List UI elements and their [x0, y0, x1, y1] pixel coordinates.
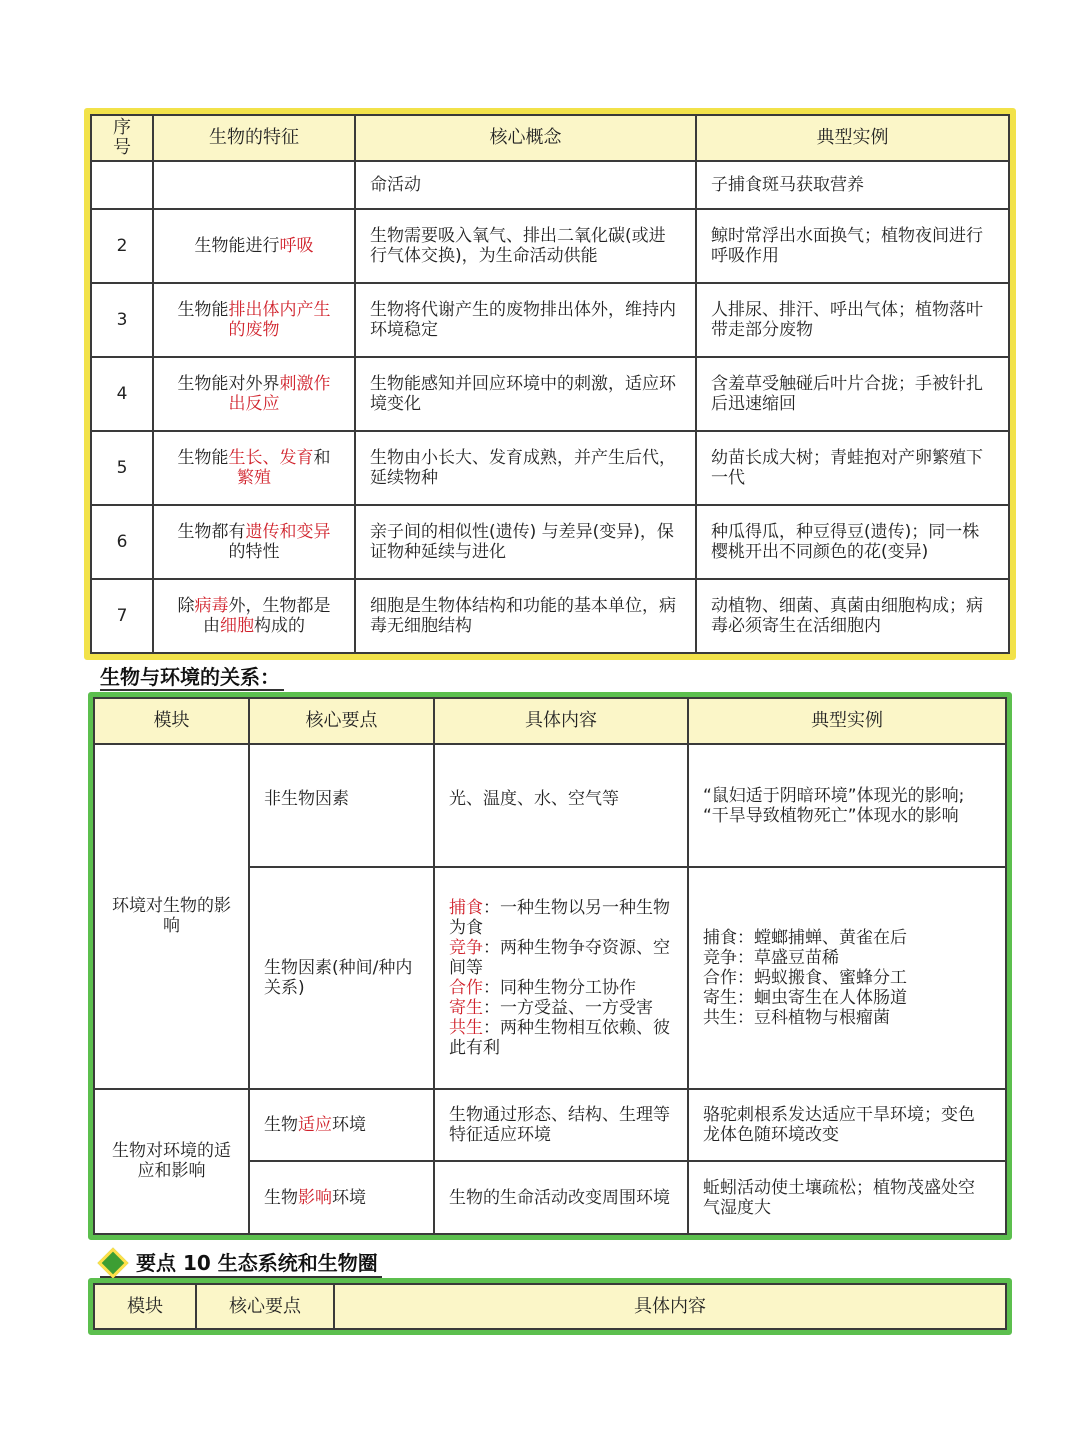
concept-cell: 生物将代谢产生的废物排出体外，维持内环境稳定 [355, 283, 696, 357]
relation-term: 竞争 [449, 937, 483, 958]
header-key-point: 核心要点 [196, 1284, 334, 1329]
header-key-point: 核心要点 [249, 698, 434, 744]
relation-desc: ：两种生物争夺资源、空间等 [449, 937, 670, 978]
feature-text: 外，生物都是由 [203, 596, 331, 637]
example-cell: 动植物、细菌、真菌由细胞构成；病毒必须寄生在活细胞内 [696, 579, 1009, 653]
header-feature: 生物的特征 [153, 115, 355, 161]
example-cell: 鲸时常浮出水面换气；植物夜间进行呼吸作用 [696, 209, 1009, 283]
feature-cell [153, 579, 355, 653]
characteristics-table [90, 114, 1010, 654]
concept-cell: 亲子间的相似性(遗传) 与差异(变异)，保证物种延续与进化 [355, 505, 696, 579]
point-adapt [249, 1089, 434, 1162]
relation-desc: ：两种生物相互依赖、彼此有利 [449, 1017, 670, 1058]
feature-cell [153, 505, 355, 579]
example-adapt: 骆驼刺根系发达适应干旱环境；变色龙体色随环境改变 [688, 1089, 1006, 1162]
relation-desc: ：同种生物分工协作 [483, 977, 636, 998]
content-adapt: 生物通过形态、结构、生理等特征适应环境 [434, 1089, 688, 1162]
environment-table [93, 697, 1007, 1235]
relation-term: 捕食 [449, 897, 483, 918]
highlight-text: 遗传和变异 [245, 522, 331, 543]
relation-item [449, 938, 673, 978]
highlight-text: 排出体内产生的废物 [228, 300, 331, 341]
highlight-text: 呼吸 [279, 236, 314, 257]
header-content: 具体内容 [434, 698, 688, 744]
highlight-text: 病毒 [194, 596, 229, 617]
feature-cell [153, 161, 355, 209]
row-number: 6 [91, 505, 153, 579]
header-module: 模块 [94, 698, 249, 744]
feature-text: 生物能进行 [194, 236, 280, 257]
row-number: 4 [91, 357, 153, 431]
header-number: 序号 [91, 115, 153, 161]
row-number [91, 161, 153, 209]
point-biotic: 生物因素(种间/种内关系) [249, 867, 434, 1089]
ecosystem-table [93, 1283, 1007, 1330]
relation-item [449, 898, 673, 938]
relation-term: 共生 [449, 1017, 483, 1038]
highlight-text: 适应 [298, 1115, 332, 1136]
feature-cell [153, 209, 355, 283]
row-number: 3 [91, 283, 153, 357]
ecosystem-table-frame [88, 1278, 1012, 1335]
highlight-text: 刺激作出反应 [228, 374, 331, 415]
concept-cell: 生物由小长大、发育成熟，并产生后代，延续物种 [355, 431, 696, 505]
header-concept: 核心概念 [355, 115, 696, 161]
feature-text: 构成的 [254, 616, 305, 637]
module-bio-on-env: 生物对环境的适应和影响 [94, 1089, 249, 1234]
example-item: 竞争：草盛豆苗稀 [703, 947, 839, 968]
relation-term: 寄生 [449, 997, 483, 1018]
example-item: 捕食：螳螂捕蝉、黄雀在后 [703, 927, 907, 948]
header-example: 典型实例 [696, 115, 1009, 161]
concept-cell: 生物能感知并回应环境中的刺激，适应环境变化 [355, 357, 696, 431]
row-number: 5 [91, 431, 153, 505]
diamond-icon [97, 1247, 128, 1278]
feature-cell [153, 357, 355, 431]
header-example: 典型实例 [688, 698, 1006, 744]
example-cell: 种瓜得瓜，种豆得豆(遗传)；同一株樱桃开出不同颜色的花(变异) [696, 505, 1009, 579]
example-item: 合作：蚂蚁搬食、蜜蜂分工 [703, 967, 907, 988]
concept-cell: 命活动 [355, 161, 696, 209]
example-item: 共生：豆科植物与根瘤菌 [703, 1007, 890, 1028]
content-affect: 生物的生命活动改变周围环境 [434, 1161, 688, 1234]
environment-table-frame [88, 692, 1012, 1240]
relation-desc: ：一种生物以另一种生物为食 [449, 897, 670, 938]
table-row [91, 283, 1009, 357]
example-abiotic [688, 744, 1006, 867]
concept-cell: 细胞是生物体结构和功能的基本单位，病毒无细胞结构 [355, 579, 696, 653]
point-affect [249, 1161, 434, 1234]
feature-text: 生物 [264, 1115, 298, 1136]
highlight-text: 细胞 [220, 616, 254, 637]
highlight-text: 生长、发育 [228, 448, 314, 469]
relation-desc: ：一方受益、一方受害 [483, 997, 653, 1018]
feature-text: 生物能对外界 [177, 374, 280, 395]
module-env-on-bio: 环境对生物的影响 [94, 744, 249, 1089]
example-affect: 蚯蚓活动使土壤疏松；植物茂盛处空气湿度大 [688, 1161, 1006, 1234]
feature-text: 生物能 [177, 300, 229, 321]
example-item: “鼠妇适于阴暗环境”体现光的影响; [703, 785, 965, 806]
example-cell: 幼苗长成大树；青蛙抱对产卵繁殖下一代 [696, 431, 1009, 505]
feature-text: 生物能 [177, 448, 229, 469]
highlight-text: 影响 [298, 1187, 332, 1208]
example-item: 寄生：蛔虫寄生在人体肠道 [703, 987, 907, 1008]
relation-item [449, 978, 673, 998]
section-title-ecosystem [100, 1250, 382, 1278]
characteristics-table-frame [84, 108, 1016, 660]
table-row [91, 161, 1009, 209]
feature-text: 除 [177, 596, 195, 617]
feature-text: 生物 [264, 1187, 298, 1208]
row-number: 2 [91, 209, 153, 283]
highlight-text: 繁殖 [237, 468, 271, 489]
content-biotic [434, 867, 688, 1089]
table-row [91, 579, 1009, 653]
feature-cell [153, 431, 355, 505]
example-item: “干旱导致植物死亡”体现水的影响 [703, 805, 959, 826]
feature-text: 环境 [332, 1187, 366, 1208]
row-number: 7 [91, 579, 153, 653]
relation-item [449, 998, 673, 1018]
section-title-bio-environment: 生物与环境的关系： [100, 665, 284, 691]
feature-text: 和 [313, 448, 331, 469]
feature-text: 的特性 [228, 542, 280, 563]
relation-term: 合作 [449, 977, 483, 998]
point-abiotic: 非生物因素 [249, 744, 434, 867]
header-module: 模块 [94, 1284, 196, 1329]
table-row [91, 357, 1009, 431]
table-row [91, 209, 1009, 283]
example-cell: 含羞草受触碰后叶片合拢；手被针扎后迅速缩回 [696, 357, 1009, 431]
relation-item [449, 1018, 673, 1058]
table-row [91, 505, 1009, 579]
concept-cell: 生物需要吸入氧气、排出二氧化碳(或进行气体交换)，为生命活动供能 [355, 209, 696, 283]
content-abiotic: 光、温度、水、空气等 [434, 744, 688, 867]
table-row [91, 431, 1009, 505]
example-biotic [688, 867, 1006, 1089]
header-content: 具体内容 [334, 1284, 1006, 1329]
feature-cell [153, 283, 355, 357]
feature-text: 生物都有 [177, 522, 246, 543]
example-cell: 人排尿、排汗、呼出气体；植物落叶带走部分废物 [696, 283, 1009, 357]
section-title-text: 要点 10 生态系统和生物圈 [136, 1251, 378, 1275]
example-cell: 子捕食斑马获取营养 [696, 161, 1009, 209]
feature-text: 环境 [332, 1115, 366, 1136]
